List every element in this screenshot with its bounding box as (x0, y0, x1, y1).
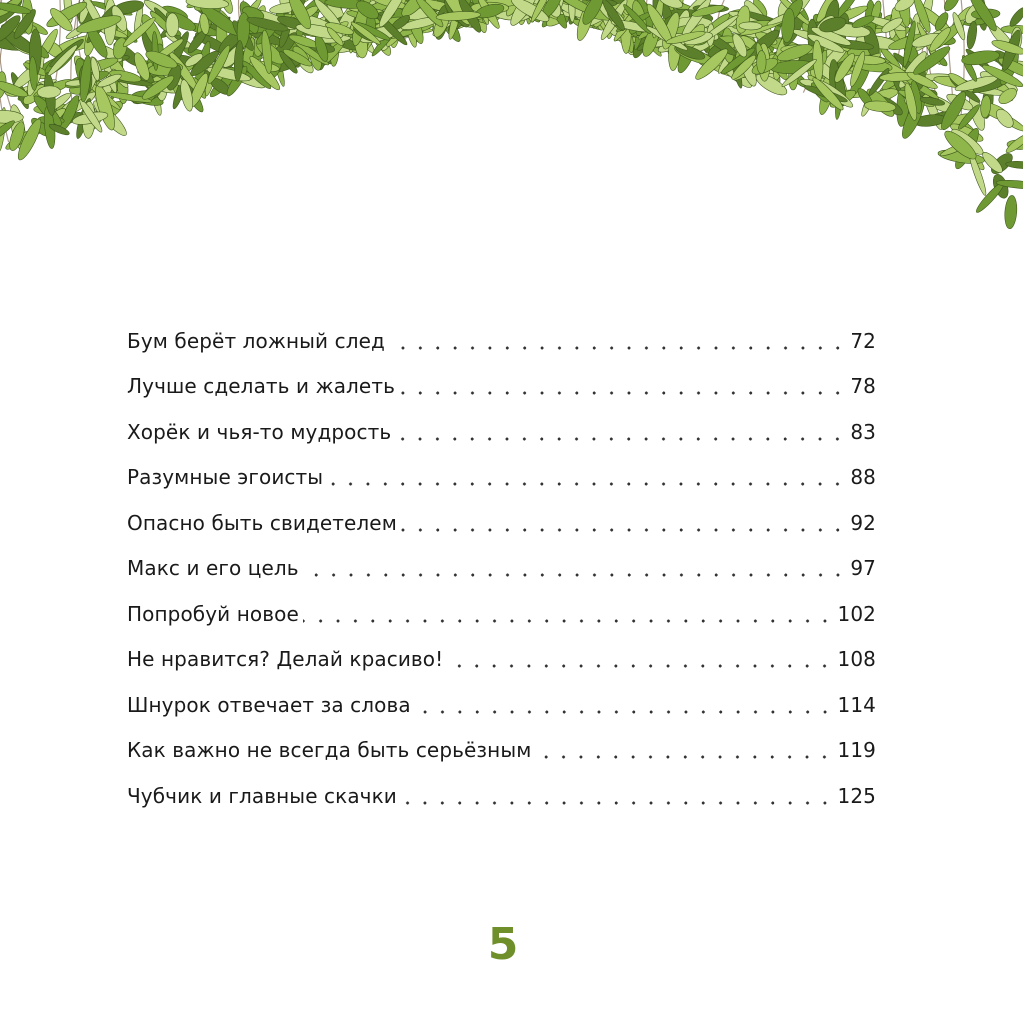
dot-leader (447, 664, 833, 668)
toc-entry-page: 108 (834, 647, 876, 671)
toc-entry-title: Шнурок отвечает за слова (127, 693, 415, 717)
toc-entry-title: Как важно не всегда быть серьёзным (127, 738, 535, 762)
toc-entry-title: Макс и его цель (127, 556, 303, 580)
toc-entry-page: 72 (846, 329, 876, 353)
dot-leader (327, 482, 846, 486)
dot-leader (389, 346, 846, 350)
toc-entry-page: 102 (834, 602, 876, 626)
page-number: 5 (487, 920, 519, 966)
toc-entry-page: 88 (846, 465, 876, 489)
toc-entry (127, 455, 876, 501)
leaf (1007, 6, 1023, 29)
dot-leader (401, 801, 834, 805)
toc-entry-title: Разумные эгоисты (127, 465, 327, 489)
leaf (757, 51, 767, 74)
toc-entry (127, 591, 876, 637)
leaf (1004, 131, 1023, 155)
leaf (166, 13, 179, 37)
toc-entry-title: Опасно быть свидетелем (127, 511, 401, 535)
leaf (1004, 195, 1018, 229)
foliage-illustration (0, 0, 1023, 260)
toc-entry-page: 114 (834, 693, 876, 717)
toc-entry (127, 364, 876, 410)
toc-entry-page: 119 (834, 738, 876, 762)
toc-entry-title: Хорёк и чья-то мудрость (127, 420, 395, 444)
page-number-folio (480, 920, 526, 966)
toc-entry-title: Попробуй новое (127, 602, 303, 626)
toc-entry (127, 728, 876, 774)
toc-entry-title: Чубчик и главные скачки (127, 784, 401, 808)
dot-leader (303, 619, 834, 623)
toc-entry (127, 500, 876, 546)
toc-entry (127, 409, 876, 455)
dot-leader (395, 437, 846, 441)
dot-leader (535, 755, 833, 759)
dot-leader (303, 573, 847, 577)
toc-entry-page: 78 (846, 374, 876, 398)
leaf (186, 0, 230, 10)
toc-entry-page: 83 (846, 420, 876, 444)
dot-leader (415, 710, 834, 714)
toc-entry-page: 97 (846, 556, 876, 580)
toc-entry-title: Не нравится? Делай красиво! (127, 647, 447, 671)
toc-entry-title: Лучше сделать и жалеть (127, 374, 399, 398)
toc-entry (127, 637, 876, 683)
toc-entry (127, 773, 876, 819)
toc-entry (127, 682, 876, 728)
dot-leader (399, 391, 846, 395)
toc-entry-page: 125 (834, 784, 876, 808)
dot-leader (401, 528, 846, 532)
table-of-contents (127, 318, 876, 819)
toc-entry-page: 92 (846, 511, 876, 535)
toc-entry (127, 318, 876, 364)
toc-entry-title: Бум берёт ложный след (127, 329, 389, 353)
toc-entry (127, 546, 876, 592)
